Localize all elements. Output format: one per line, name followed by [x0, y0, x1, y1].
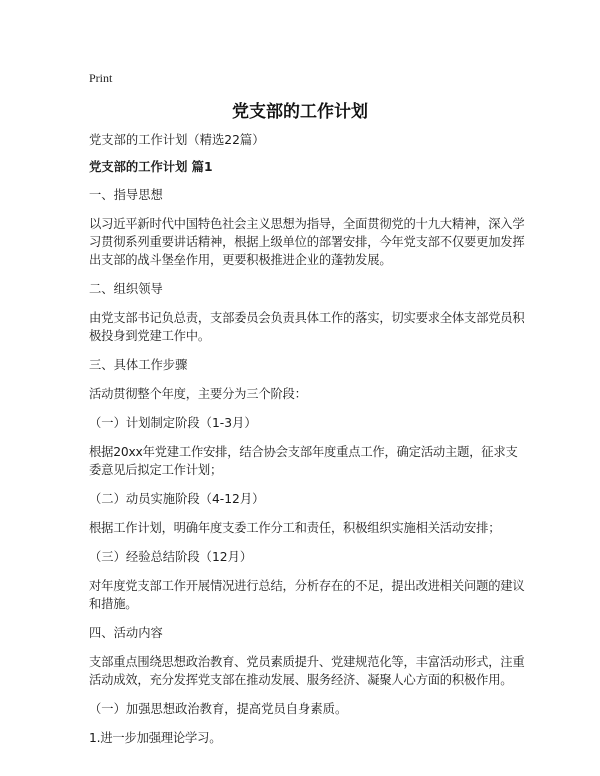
paragraph-implementation: 根据工作计划，明确年度支委工作分工和责任，积极组织实施相关活动安排； — [89, 521, 501, 535]
phase-heading-implementation: （二）动员实施阶段（4-12月） — [89, 492, 265, 506]
paragraph-planning: 根据20xx年党建工作安排，结合协会支部年度重点工作，确定活动主题，征求支委意见后拟定工作计划； — [89, 445, 518, 477]
section-heading-work-steps: 三、具体工作步骤 — [89, 358, 188, 372]
subheading-political-education: （一）加强思想政治教育，提高党员自身素质。 — [89, 702, 348, 716]
article-heading: 党支部的工作计划 篇1 — [89, 160, 213, 174]
section-heading-guiding-thought: 一、指导思想 — [89, 188, 163, 202]
paragraph-summary: 对年度党支部工作开展情况进行总结，分析存在的不足，提出改进相关问题的建议和措施。 — [89, 579, 525, 611]
paragraph-work-steps-intro: 活动贯彻整个年度，主要分为三个阶段： — [89, 387, 307, 401]
list-item-theory-study: 1.进一步加强理论学习。 — [89, 731, 222, 745]
document-subtitle: 党支部的工作计划（精选22篇） — [89, 133, 265, 147]
document-body — [89, 131, 529, 758]
print-link[interactable]: Print — [89, 71, 113, 85]
phase-heading-planning: （一）计划制定阶段（1-3月） — [89, 416, 257, 430]
paragraph-guiding-thought: 以习近平新时代中国特色社会主义思想为指导，全面贯彻党的十九大精神，深入学习贯彻系列重要讲话精神，根据上级单位的部署安排，今年党支部不仅要更加发挥出支部的战斗堡垒作用，更要积极推进企业的蓬勃发展。 — [89, 217, 525, 267]
paragraph-leadership: 由党支部书记负总责，支部委员会负责具体工作的落实，切实要求全体支部党员积极投身到党建工作中。 — [89, 311, 525, 343]
document-title: 党支部的工作计划 — [232, 102, 368, 122]
section-heading-activities: 四、活动内容 — [89, 626, 163, 640]
phase-heading-summary: （三）经验总结阶段（12月） — [89, 550, 253, 564]
section-heading-leadership: 二、组织领导 — [89, 282, 163, 296]
paragraph-activities: 支部重点围绕思想政治教育、党员素质提升、党建规范化等，丰富活动形式，注重活动成效，充分发挥党支部在推动发展、服务经济、凝聚人心方面的积极作用。 — [89, 655, 525, 687]
